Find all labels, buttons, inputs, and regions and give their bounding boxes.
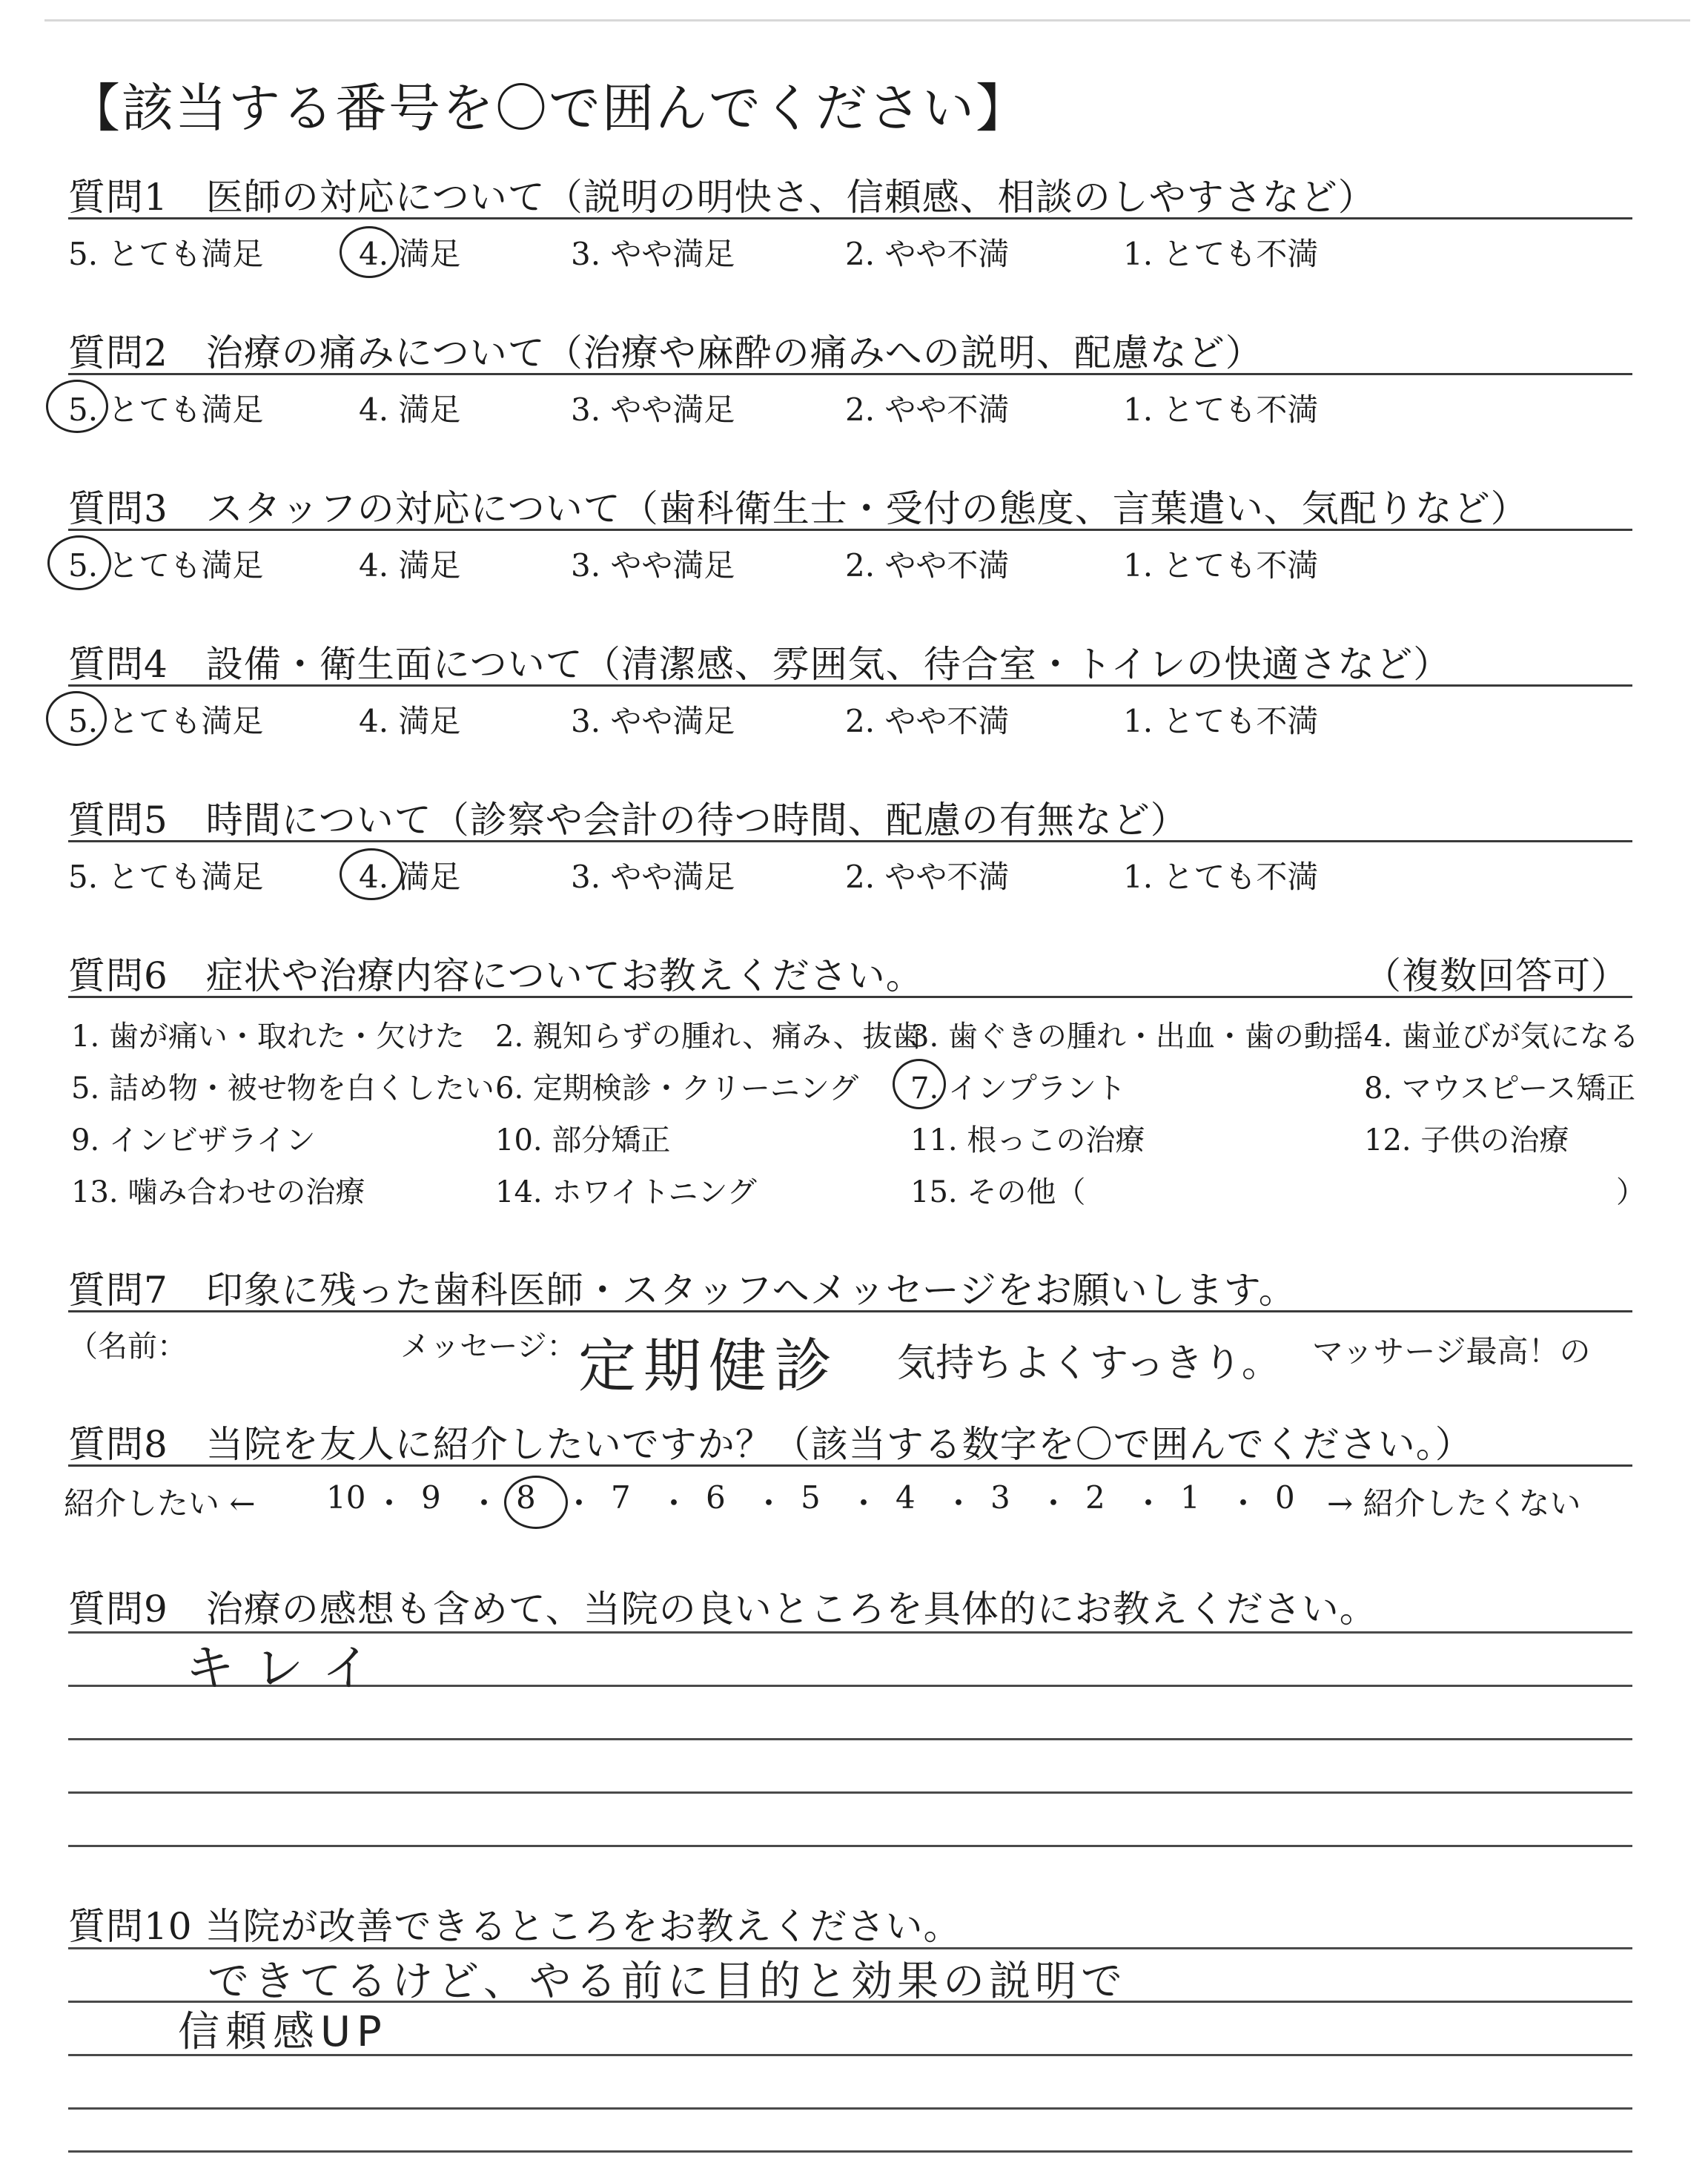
q4-option-5[interactable]: 5. とても満足 [68, 703, 264, 739]
page-header: 【該当する番号を〇で囲んでください】 [68, 78, 1029, 139]
q6-item-3[interactable]: 3. 歯ぐきの腫れ・出血・歯の動揺 [910, 1020, 1363, 1054]
q6-selected-circle [893, 1059, 946, 1109]
q1-option-5[interactable]: 5. とても満足 [68, 236, 264, 272]
q8-scale-value-5[interactable]: 5 [801, 1479, 821, 1516]
question-6-rule [68, 996, 1632, 998]
q6-item-15[interactable]: 15. その他（ [910, 1175, 1086, 1209]
q6-item-9[interactable]: 9. インビザライン [71, 1123, 316, 1157]
q6-item-6[interactable]: 6. 定期検診・クリーニング [495, 1071, 859, 1106]
q1-option-3[interactable]: 3. やや満足 [571, 236, 735, 272]
q1-option-4[interactable]: 4. 満足 [359, 236, 461, 272]
q9-line-4 [68, 1791, 1632, 1794]
q4-selected-circle [46, 691, 107, 746]
q4-option-2[interactable]: 2. やや不満 [845, 703, 1010, 739]
q8-scale-value-0[interactable]: 0 [1275, 1479, 1295, 1516]
q2-option-1[interactable]: 1. とても不満 [1123, 392, 1319, 428]
question-4-title: 質問4 設備・衛生面について（清潔感、雰囲気、待合室・トイレの快適さなど） [68, 643, 1452, 686]
question-2-rule [68, 373, 1632, 375]
q6-item-8[interactable]: 8. マウスピース矯正 [1364, 1071, 1636, 1106]
q3-option-2[interactable]: 2. やや不満 [845, 547, 1010, 584]
question-7-title: 質問7 印象に残った歯科医師・スタッフへメッセージをお願いします。 [68, 1269, 1297, 1312]
question-3-rule [68, 529, 1632, 531]
scan-top-edge [44, 19, 1690, 22]
q6-item-2[interactable]: 2. 親知らずの腫れ、痛み、抜歯 [495, 1020, 922, 1054]
q10-answer-handwritten-2: 信頼感UP [178, 2008, 388, 2056]
q8-scale-dot: ・ [1038, 1485, 1070, 1522]
q9-line-3 [68, 1738, 1632, 1740]
question-6-note: （複数回答可） [1364, 954, 1629, 997]
q8-scale-dot: ・ [848, 1485, 880, 1522]
q8-scale-value-7[interactable]: 7 [611, 1479, 631, 1516]
q5-option-4[interactable]: 4. 満足 [359, 859, 461, 895]
question-5-title: 質問5 時間について（診察や会計の待つ時間、配慮の有無など） [68, 799, 1188, 842]
q3-option-4[interactable]: 4. 満足 [359, 547, 461, 584]
q1-option-1[interactable]: 1. とても不満 [1123, 236, 1319, 272]
q10-line-4 [68, 2107, 1632, 2110]
q2-option-5[interactable]: 5. とても満足 [68, 392, 264, 428]
q2-option-2[interactable]: 2. やや不満 [845, 392, 1010, 428]
q8-scale-dot: ・ [1133, 1485, 1165, 1522]
question-1-rule [68, 217, 1632, 219]
q7-message-handwritten-2: 気持ちよくすっきり。 [897, 1341, 1280, 1386]
q4-option-3[interactable]: 3. やや満足 [571, 703, 735, 739]
q8-scale-dot: ・ [753, 1485, 785, 1522]
q3-option-5[interactable]: 5. とても満足 [68, 547, 264, 584]
q5-option-5[interactable]: 5. とても満足 [68, 859, 264, 895]
q8-scale-value-9[interactable]: 9 [421, 1479, 441, 1516]
q5-option-3[interactable]: 3. やや満足 [571, 859, 735, 895]
q3-option-3[interactable]: 3. やや満足 [571, 547, 735, 584]
q2-option-4[interactable]: 4. 満足 [359, 392, 461, 428]
q10-line-5 [68, 2150, 1632, 2153]
q2-selected-circle [46, 380, 108, 433]
question-1-title: 質問1 医師の対応について（説明の明快さ、信頼感、相談のしやすさなど） [68, 176, 1376, 219]
q3-selected-circle [47, 535, 111, 590]
q8-scale-dot: ・ [658, 1485, 690, 1522]
q5-option-1[interactable]: 1. とても不満 [1123, 859, 1319, 895]
q8-scale-value-10[interactable]: 10 [326, 1479, 366, 1516]
question-3-title: 質問3 スタッフの対応について（歯科衛生士・受付の態度、言葉遣い、気配りなど） [68, 487, 1529, 530]
question-10-title: 質問10 当院が改善できるところをお教えください。 [68, 1905, 961, 1948]
q6-item-14[interactable]: 14. ホワイトニング [495, 1175, 757, 1209]
q4-option-4[interactable]: 4. 満足 [359, 703, 461, 739]
q9-answer-handwritten: キレイ [185, 1639, 392, 1697]
q8-left-label: 紹介したい ← [64, 1485, 256, 1522]
q8-scale-value-1[interactable]: 1 [1180, 1479, 1200, 1516]
q6-item-4[interactable]: 4. 歯並びが気になる [1364, 1020, 1639, 1054]
q7-name-label: （名前： [68, 1330, 187, 1364]
q8-right-label: → 紹介したくない [1327, 1485, 1581, 1522]
q8-scale-value-4[interactable]: 4 [896, 1479, 916, 1516]
q6-item-11[interactable]: 11. 根っこの治療 [910, 1123, 1145, 1157]
q8-scale-value-8[interactable]: 8 [516, 1479, 536, 1516]
q6-item-7[interactable]: 7. インプラント [910, 1071, 1126, 1106]
q8-scale-dot: ・ [563, 1485, 595, 1522]
q6-item-12[interactable]: 12. 子供の治療 [1364, 1123, 1569, 1157]
q8-scale-dot: ・ [943, 1485, 975, 1522]
q2-option-3[interactable]: 3. やや満足 [571, 392, 735, 428]
q8-scale-value-6[interactable]: 6 [706, 1479, 726, 1516]
question-7-rule [68, 1310, 1632, 1312]
q6-item-1[interactable]: 1. 歯が痛い・取れた・欠けた [71, 1020, 465, 1054]
q9-line-5 [68, 1845, 1632, 1847]
q1-option-2[interactable]: 2. やや不満 [845, 236, 1010, 272]
q6-item-10[interactable]: 10. 部分矯正 [495, 1123, 671, 1157]
question-8-title: 質問8 当院を友人に紹介したいですか？（該当する数字を〇で囲んでください。） [68, 1423, 1473, 1466]
q7-message-label: メッセージ： [400, 1330, 577, 1364]
q8-scale-dot: ・ [469, 1485, 500, 1522]
q1-selected-circle [340, 226, 399, 278]
question-8-rule [68, 1464, 1632, 1467]
q7-message-handwritten-3: マッサージ最高！の [1312, 1333, 1591, 1370]
question-6-title: 質問6 症状や治療内容についてお教えください。 [68, 954, 924, 997]
question-5-rule [68, 840, 1632, 842]
q6-item-5[interactable]: 5. 詰め物・被せ物を白くしたい [71, 1071, 494, 1106]
q8-scale-dot: ・ [1228, 1485, 1260, 1522]
q5-selected-circle [340, 848, 403, 900]
q7-message-handwritten-1: 定期健診 [578, 1333, 840, 1400]
question-2-title: 質問2 治療の痛みについて（治療や麻酔の痛みへの説明、配慮など） [68, 331, 1263, 374]
q3-option-1[interactable]: 1. とても不満 [1123, 547, 1319, 584]
q8-scale-dot: ・ [374, 1485, 406, 1522]
q8-scale-value-2[interactable]: 2 [1085, 1479, 1105, 1516]
q4-option-1[interactable]: 1. とても不満 [1123, 703, 1319, 739]
q8-scale-value-3[interactable]: 3 [990, 1479, 1010, 1516]
question-4-rule [68, 684, 1632, 687]
q10-answer-handwritten-1: できてるけど、やる前に目的と効果の説明で [208, 1958, 1127, 2006]
q8-selected-circle [504, 1476, 568, 1529]
q5-option-2[interactable]: 2. やや不満 [845, 859, 1010, 895]
question-9-title: 質問9 治療の感想も含めて、当院の良いところを具体的にお教えください。 [68, 1588, 1377, 1631]
q6-item-15-close: ） [1616, 1175, 1646, 1209]
q6-item-13[interactable]: 13. 噛み合わせの治療 [71, 1175, 365, 1209]
